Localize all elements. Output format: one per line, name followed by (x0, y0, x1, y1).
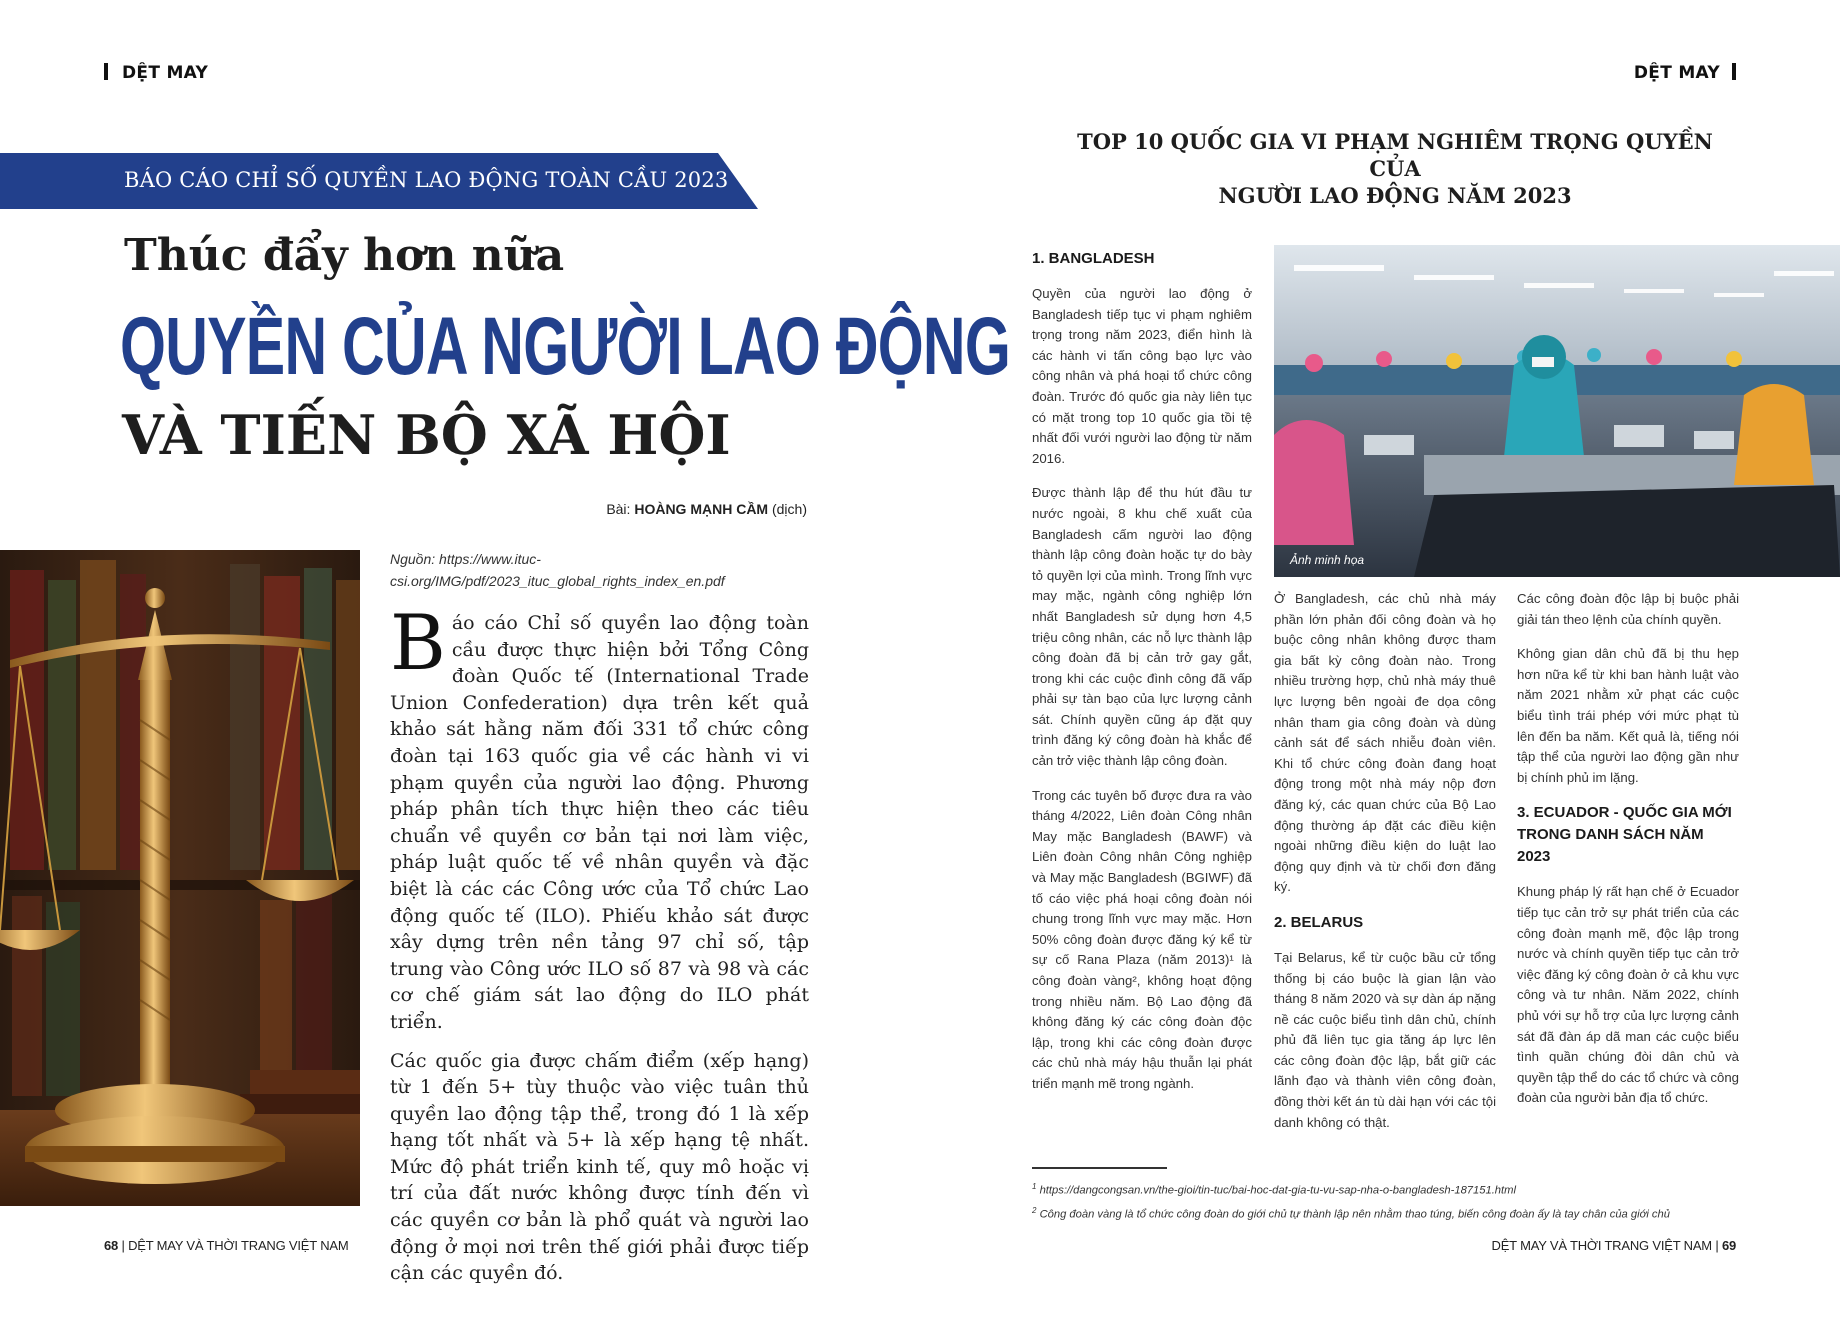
footnotes (1032, 1177, 1752, 1224)
paragraph: Quyền của người lao động ở Bangladesh tiếp tục vi phạm nghiêm trọng trong năm 2023, điển hình là các hành vi tấn công bạo lực vào công nhân và phá hoại tổ chức công đoàn. Trước đó quốc gia này liên tục có mặt trong top 10 quốc gia tồi tệ nhất đối vưới người lao động từ năm 2016. (1032, 286, 1252, 466)
section-label-left: DỆT MAY (122, 63, 209, 83)
header-bar (1732, 63, 1736, 80)
paragraph: Trong các tuyên bố được đưa ra vào tháng 4/2022, Liên đoàn Công nhân May mặc Bangladesh (BAWF) và Liên đoàn Công nhân Công nghiệp và May mặc Bangladesh (BGIWF) đã tố cáo việc phá hoại công đoàn nói chung trong lĩnh vực may mặc. Hơn 50% công đoàn được đăng ký kể từ sự cố Rana Plaza (năm 2013)¹ là công đoàn vàng², không hoạt động trong nhiều năm. Bộ Lao động đã không đăng ký các công đoàn độc lập, trong khi các công đoàn được các chủ nhà máy hậu thuẫn lại phát triển mạnh mẽ trong ngành. (1032, 787, 1252, 1091)
footnote-2-text: Công đoàn vàng là tổ chức công đoàn do giới chủ tự thành lập nên nhằm thao túng, biến công đoàn ấy là tay chân của giới chủ (1039, 1208, 1670, 1221)
paragraph: Khung pháp lý rất hạn chế ở Ecuador tiếp tục cản trở sự phát triển của các công đoàn mạnh mẽ, độc lập trong nước và chính quyền tiếp tục cản trở việc đăng ký công đoàn ở cả khu vực công và tư nhân. Năm 2022, chính phủ với sự hỗ trợ của lực lượng cảnh sát đã đàn áp dã man các cuộc biểu tình quần chúng đòi dân chủ và quyền tập thể do các tổ chức và công đoàn của người bản địa tổ chức. (1517, 884, 1739, 1106)
garment-factory-photo (1274, 245, 1840, 577)
footer-left (104, 1238, 349, 1253)
source-note: Nguồn: https://www.ituc-csi.org/IMG/pdf/2023_ituc_global_rights_index_en.pdf (390, 551, 725, 589)
footer-left-text: | DỆT MAY VÀ THỜI TRANG VIỆT NAM (121, 1238, 349, 1253)
byline-role: (dịch) (771, 501, 807, 517)
footnote-divider (1032, 1167, 1167, 1169)
byline-author: HOÀNG MẠNH CẦM (634, 501, 769, 517)
lead-paragraph-1-text: áo cáo Chỉ số quyền lao động toàn cầu được thực hiện bởi Tổng Công đoàn Quốc tế (International Trade Union Confederation) dựa trên kết quả khảo sát hằng năm đối 331 tổ chức công đoàn tại 163 quốc gia về các hành vi vi phạm quyền của người lao động. Phương pháp phân tích thực hiện theo các tiêu chuẩn về quyền cơ bản tại nơi làm việc, pháp luật quốc tế về nhân quyền và đặc biệt là các các Công ước của Tổ chức Lao động quốc tế (ILO). Phiếu khảo sát được xây dựng trên nền tảng 97 chỉ số, tập trung vào Công ước ILO số 87 và 98 và các cơ chế giám sát lao động do ILO phát triển. (390, 612, 809, 1033)
footer-right (1492, 1238, 1737, 1253)
photo-caption: Ảnh minh họa (1290, 553, 1365, 567)
footnote-2 (1032, 1201, 1752, 1225)
top10-heading (1070, 128, 1720, 209)
article-column-3 (1517, 589, 1739, 1123)
title-line-1: Thúc đẩy hơn nữa (124, 230, 565, 281)
article-column-1 (1032, 248, 1252, 1109)
byline-label: Bài: (606, 501, 631, 517)
section-header-left (104, 63, 208, 83)
paragraph: Không gian dân chủ đã bị thu hẹp hơn nữa kể từ khi ban hành luật vào năm 2021 nhằm xử phạt các cuộc biểu tình trái phép với mức phạt tù lên đến ba năm. Kết quả là, tiếng nói tập thể của người lao động gần như bị chính phủ im lặng. (1517, 646, 1739, 785)
article-column-2 (1274, 589, 1496, 1147)
title-line-2: QUYỀN CỦA NGƯỜI LAO ĐỘNG (120, 301, 1011, 392)
paragraph: Được thành lập để thu hút đầu tư nước ngoài, 8 khu chế xuất của Bangladesh cấm người lao động thành lập công đoàn hoặc tự do bày tỏ quyền lợi của mình. Trong lĩnh vực may mặc, ngành công nghiệp lớn nhất Bangladesh sử dụng hơn 4,5 triệu công nhân, các nỗ lực thành lập công đoàn đã bị cản trở gay gắt, trong khi các cuộc đình công đã vấp phải sự tàn bạo của lực lượng cảnh sát. Chính quyền cũng áp đặt quy trình đăng ký công đoàn hà khắc để cản trở việc thành lập công đoàn. (1032, 485, 1252, 769)
footnote-1-number: 1 (1032, 1182, 1037, 1191)
banner-text: BÁO CÁO CHỈ SỐ QUYỀN LAO ĐỘNG TOÀN CẦU 2023 (124, 168, 729, 192)
lead-article (390, 598, 809, 1299)
section-header-right (1634, 63, 1736, 83)
section-heading-bangladesh: 1. BANGLADESH (1032, 250, 1155, 267)
footer-right-text: DỆT MAY VÀ THỜI TRANG VIỆT NAM | (1491, 1238, 1719, 1253)
byline (606, 501, 807, 517)
paragraph: Tại Belarus, kể từ cuộc bầu cử tổng thống bị cáo buộc là gian lận vào tháng 8 năm 2020 và sự dàn áp nặng nề các cuộc biểu tình dân chủ, chính phủ đã liên tục gia tăng áp lực lên các công đoàn độc lập, bắt giữ các lãnh đạo và thành viên công đoàn, đồng thời kết án tù dài hạn với các tội danh không có thật. (1274, 949, 1496, 1130)
section-heading-belarus: 2. BELARUS (1274, 913, 1364, 931)
page-number-right: 69 (1721, 1238, 1736, 1253)
footnote-2-number: 2 (1032, 1205, 1037, 1215)
top10-heading-line-1: TOP 10 QUỐC GIA VI PHẠM NGHIÊM TRỌNG QUYỀN CỦA (1077, 129, 1713, 181)
lead-paragraph-1 (390, 598, 809, 1036)
header-bar (104, 63, 108, 80)
page-number-left: 68 (104, 1238, 119, 1253)
footnote-1-link[interactable]: https://dangcongsan.vn/the-gioi/tin-tuc/bai-hoc-dat-gia-tu-vu-sap-nha-o-bangladesh-187151.html (1039, 1184, 1516, 1197)
section-heading-ecuador: 3. ECUADOR - QUỐC GIA MỚI TRONG DANH SÁCH NĂM 2023 (1517, 804, 1732, 866)
lead-paragraph-2: Các quốc gia được chấm điểm (xếp hạng) từ 1 đến 5+ tùy thuộc vào việc tuân thủ quyền lao động tập thể, trong đó 1 là xếp hạng tốt nhất và 5+ là xếp hạng tệ nhất. Mức độ phát triển kinh tế, quy mô hoặc vị trí của đất nước không được tính đến vì các quyền cơ bản là phổ quát và người lao động ở mọi nơi trên thế giới phải được tiếp cận các quyền đó. (390, 1049, 809, 1285)
top10-heading-line-2: NGƯỜI LAO ĐỘNG NĂM 2023 (1218, 183, 1572, 208)
paragraph: Ở Bangladesh, các chủ nhà máy phần lớn phản đối công đoàn và họ buộc công nhân không được tham gia bất kỳ công đoàn nào. Trong nhiều trường hợp, chủ nhà máy thuê lực lượng bên ngoài đe dọa công nhân tham gia công đoàn và dùng cảnh sát để sách nhiễu đoàn viên. Khi tổ chức công đoàn đang hoạt động trong một nhà máy nộp đơn đăng ký, các quan chức của Bộ Lao động thường áp đặt các điều kiện ngoài những điều kiện do luật lao động quy định và từ chối đơn đăng ký. (1274, 591, 1496, 895)
paragraph: Các công đoàn độc lập bị buộc phải giải tán theo lệnh của chính quyền. (1517, 591, 1739, 627)
title-line-3: VÀ TIẾN BỘ XÃ HỘI (122, 403, 731, 467)
section-label-right: DỆT MAY (1633, 63, 1720, 83)
drop-cap: B (390, 598, 446, 687)
scales-of-justice-photo (0, 550, 360, 1206)
footnote-1 (1032, 1177, 1752, 1201)
